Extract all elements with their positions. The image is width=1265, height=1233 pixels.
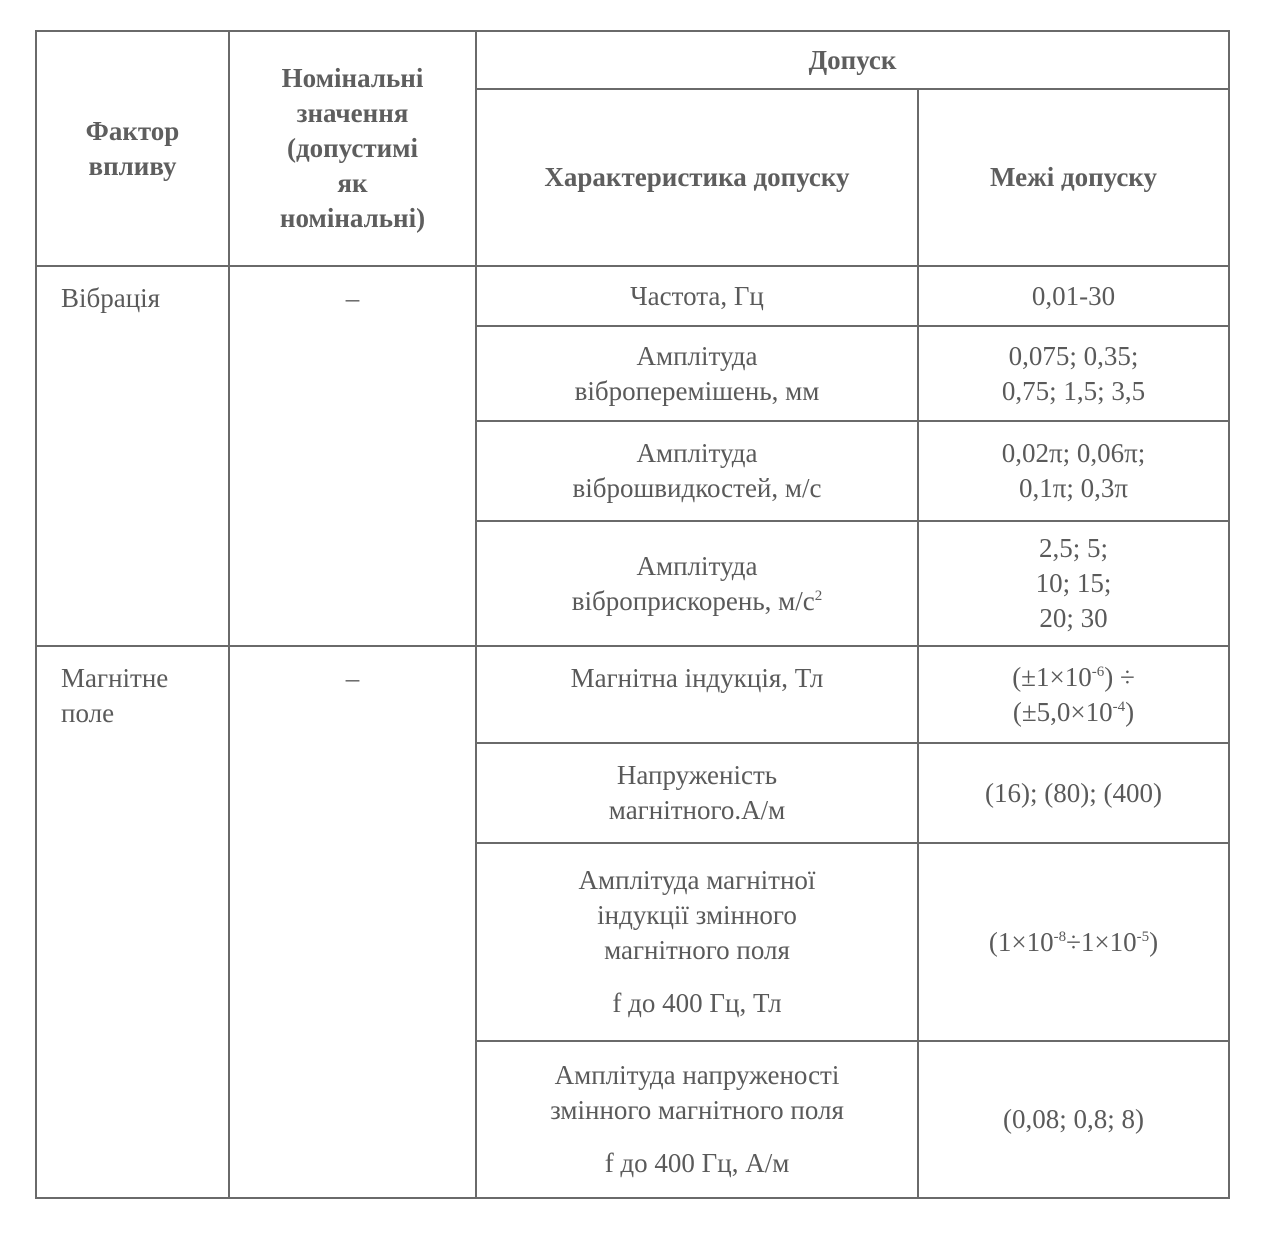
char-text: f до 400 Гц, А/м xyxy=(604,1148,790,1178)
superscript: -5 xyxy=(1136,928,1150,945)
superscript: 2 xyxy=(814,587,823,604)
header-text: (допустимі xyxy=(286,133,419,163)
limit-cell xyxy=(918,421,1229,521)
header-text: номінальні) xyxy=(279,203,426,233)
char-cell xyxy=(476,843,918,1041)
char-text: Частота, Гц xyxy=(630,280,764,311)
header-text: Номінальні xyxy=(281,63,424,93)
factor-text: поле xyxy=(61,698,115,728)
nominal-cell: – xyxy=(229,646,476,1198)
nominal-cell: – xyxy=(229,266,476,646)
char-text: Амплітуда xyxy=(636,438,758,468)
limit-text: (16); (80); (400) xyxy=(985,777,1162,808)
limit-text: 0,1π; 0,3π xyxy=(1018,473,1128,503)
header-text: впливу xyxy=(88,150,177,181)
superscript: -6 xyxy=(1091,663,1105,680)
header-factor xyxy=(36,31,229,266)
limit-text: 0,75; 1,5; 3,5 xyxy=(1001,375,1146,406)
limit-text: 0,02π; 0,06π; xyxy=(1001,438,1146,468)
superscript: -8 xyxy=(1053,928,1067,945)
char-text: Амплітуда xyxy=(636,550,758,581)
limit-text: ÷1×10 xyxy=(1066,926,1137,957)
char-text: віброшвидкостей, м/с xyxy=(572,473,822,503)
limit-cell xyxy=(918,843,1229,1041)
header-text: Фактор xyxy=(85,115,180,146)
limit-text: 0,01-30 xyxy=(1031,280,1116,311)
char-text: Магнітна індукція, Тл xyxy=(570,663,824,693)
header-nominal xyxy=(229,31,476,266)
limit-cell xyxy=(918,326,1229,421)
limit-text: (1×10 xyxy=(988,926,1054,957)
char-cell xyxy=(476,1041,918,1198)
char-text: магнітного.А/м xyxy=(608,795,786,825)
limit-cell xyxy=(918,1041,1229,1198)
factor-cell xyxy=(36,646,229,1198)
limit-cell xyxy=(918,743,1229,843)
limit-text: (±1×10 xyxy=(1012,661,1092,692)
char-cell xyxy=(476,646,918,743)
char-text: Амплітуда напруженості xyxy=(554,1060,840,1090)
limit-text: 0,075; 0,35; xyxy=(1008,340,1139,371)
char-text: індукції змінного xyxy=(597,900,797,930)
header-text: значення xyxy=(296,98,409,128)
limit-cell xyxy=(918,521,1229,646)
limit-text: (±5,0×10 xyxy=(1012,696,1113,727)
tolerance-table xyxy=(35,30,1230,1199)
char-cell xyxy=(476,326,918,421)
limit-text: 2,5; 5; xyxy=(1038,533,1108,563)
char-cell xyxy=(476,521,918,646)
char-text: віброприскорень, м/с xyxy=(571,585,815,616)
superscript: -4 xyxy=(1112,698,1126,715)
char-cell xyxy=(476,266,918,326)
header-tolerance: Допуск xyxy=(476,31,1229,89)
char-text: Амплітуда xyxy=(636,340,758,371)
char-cell xyxy=(476,743,918,843)
char-text: f до 400 Гц, Тл xyxy=(612,988,782,1018)
char-text: віброперемішень, мм xyxy=(574,375,820,406)
limit-text: (0,08; 0,8; 8) xyxy=(1003,1104,1144,1134)
header-limits: Межі допуску xyxy=(918,89,1229,266)
char-text: змінного магнітного поля xyxy=(550,1095,844,1125)
limit-text: ) xyxy=(1149,926,1159,957)
char-cell xyxy=(476,421,918,521)
limit-text: ) xyxy=(1125,696,1135,727)
limit-cell xyxy=(918,646,1229,743)
char-text: магнітного поля xyxy=(604,935,790,965)
limit-text: 20; 30 xyxy=(1039,603,1108,633)
limit-text: 10; 15; xyxy=(1035,568,1112,598)
limit-cell xyxy=(918,266,1229,326)
table-row xyxy=(36,266,1229,326)
header-text: як xyxy=(337,168,368,198)
char-text: Напруженість xyxy=(616,760,778,790)
factor-cell xyxy=(36,266,229,646)
limit-text: ) ÷ xyxy=(1104,661,1135,692)
factor-text: Магнітне xyxy=(61,663,169,693)
header-characteristic: Характеристика допуску xyxy=(476,89,918,266)
char-text: Амплітуда магнітної xyxy=(578,865,816,895)
factor-text: Вібрація xyxy=(61,283,161,313)
table-row xyxy=(36,646,1229,743)
